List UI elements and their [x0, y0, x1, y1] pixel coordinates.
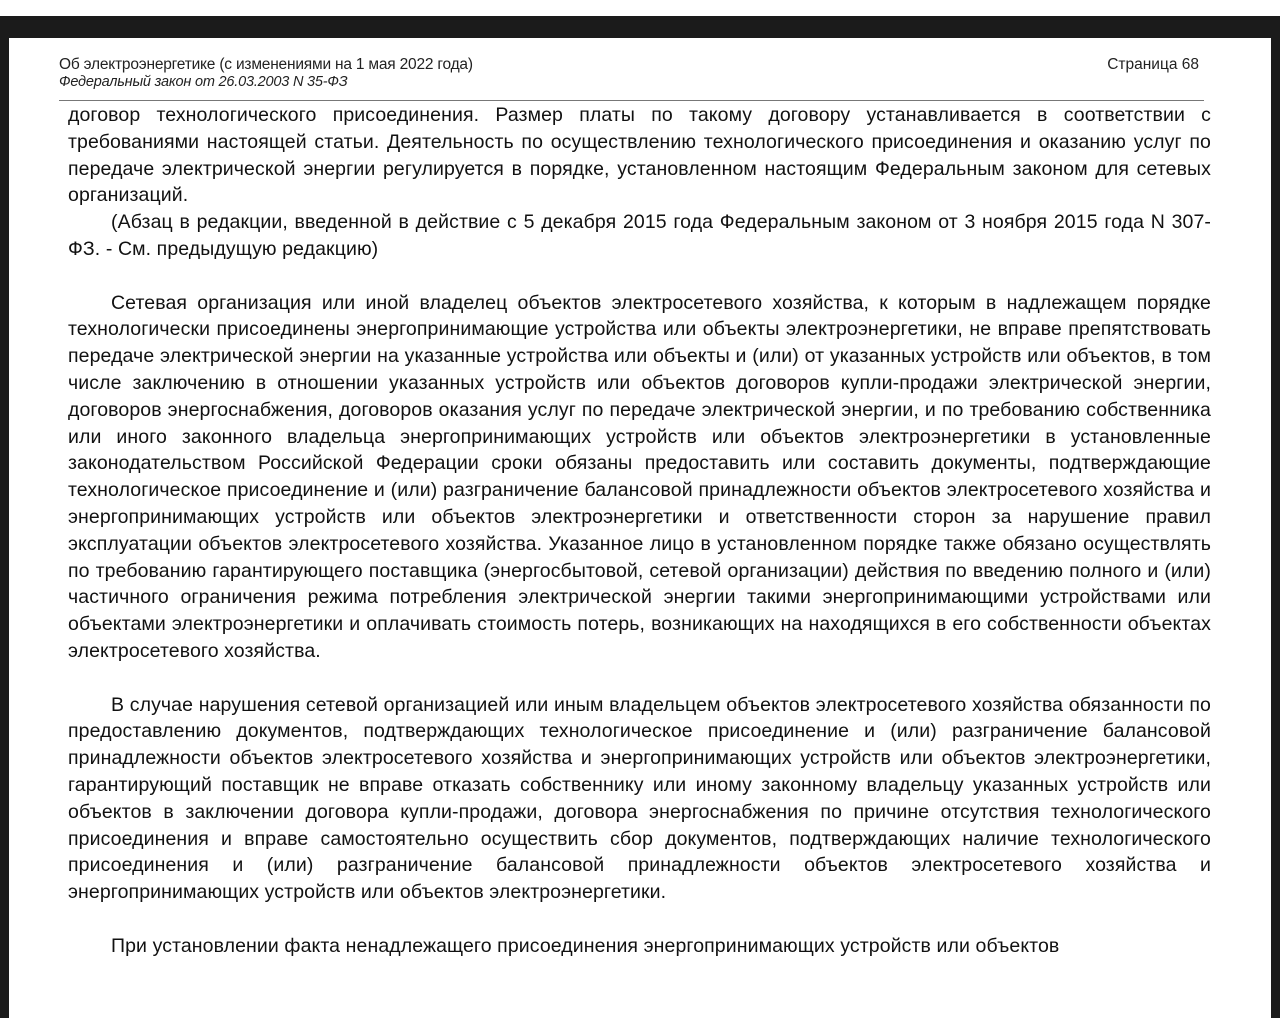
document-body: [68, 102, 1211, 960]
header-divider: [59, 100, 1204, 101]
document-page[interactable]: [9, 38, 1271, 1018]
paragraph-improper-connection: При установлении факта ненадлежащего присоединения энергопринимающих устройств или объектов: [111, 934, 1060, 957]
paragraph-continuation: договор технологического присоединения. Размер платы по такому договору устанавливается в соответствии с требованиями настоящей статьи. Деятельность по осуществлению технологического присоединения и оказанию услуг по передаче электрической энергии регулируется в порядке, установленном настоящим Федеральным законом для сетевых организаций.: [68, 104, 1211, 207]
paragraph-violation-case: В случае нарушения сетевой организацией или иным владельцем объектов электросетевого хозяйства обязанности по предоставлению документов, подтверждающих технологическое присоединение и (или) разграничение балансовой принадлежности объектов электросетевого хозяйства и энергопринимающих устройств или объектов электроэнергетики, гарантирующий поставщик не вправе отказать собственнику или иному законному владельцу указанных устройств или объектов в заключении договора купли-продажи, договора энергоснабжения по причине отсутствия технологического присоединения и вправе самостоятельно осуществить сбор документов, подтверждающих наличие технологического присоединения и (или) разграничение балансовой принадлежности объектов электросетевого хозяйства и энергопринимающих устройств или объектов электроэнергетики.: [68, 693, 1211, 904]
document-subtitle: Федеральный закон от 26.03.2003 N 35-ФЗ: [59, 74, 348, 90]
page-number: Страница 68: [1107, 56, 1199, 73]
document-title: Об электроэнергетике (с изменениями на 1 мая 2022 года): [59, 56, 473, 73]
paragraph-grid-organization: Сетевая организация или иной владелец объектов электросетевого хозяйства, к которым в надлежащем порядке технологически присоединены энергопринимающие устройства или объекты электроэнергетики, не вправе препятствовать передаче электрической энергии на указанные устройства или объекты и (или) от указанных устройств или объектов, в том числе заключению в отношении указанных устройств или объектов договоров купли-продажи электрической энергии, договоров энергоснабжения, договоров оказания услуг по передаче электрической энергии, и по требованию собственника или иного законного владельца энергопринимающих устройств или объектов электроэнергетики в установленные законодательством Российской Федерации сроки обязаны предоставить или составить документы, подтверждающие технологическое присоединение и (или) разграничение балансовой принадлежности объектов электросетевого хозяйства и энергопринимающих устройств или объектов электроэнергетики и ответственности сторон за нарушение правил эксплуатации объектов электросетевого хозяйства. Указанное лицо в установленном порядке также обязано осуществлять по требованию гарантирующего поставщика (энергосбытовой, сетевой организации) действия по введению полного и (или) частичного ограничения режима потребления электрической энергии такими энергопринимающими устройствами или объектами электроэнергетики и оплачивать стоимость потерь, возникающих на находящихся в его собственности объектах электросетевого хозяйства.: [68, 291, 1211, 662]
top-edge-strip: [0, 0, 1280, 16]
paragraph-amendment-note: (Абзац в редакции, введенной в действие с 5 декабря 2015 года Федеральным законом от 3 ноября 2015 года N 307-ФЗ. - См. предыдущую редакцию): [68, 211, 1211, 260]
page-header: [59, 56, 1199, 96]
